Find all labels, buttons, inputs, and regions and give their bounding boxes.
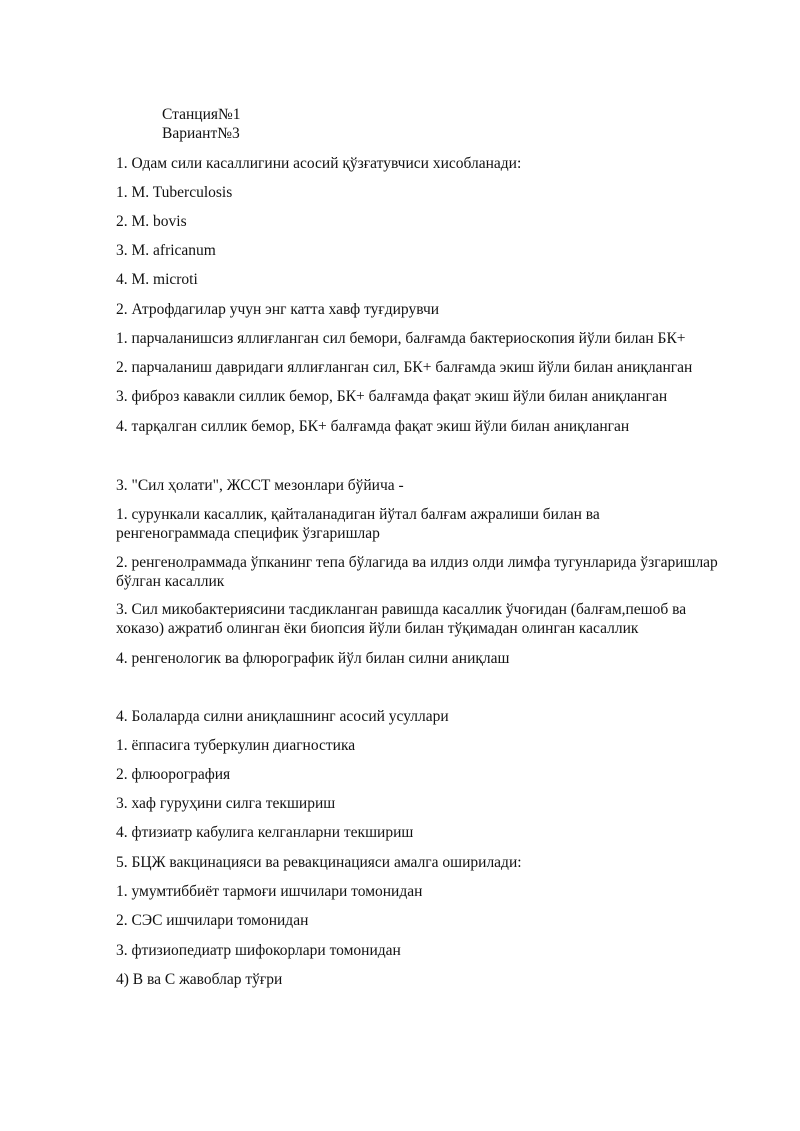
variant-label: Вариант№3 — [162, 125, 240, 142]
question-1-option-3: 3. M. africanum — [116, 242, 216, 259]
question-1-option-1: 1. M. Tuberculosis — [116, 184, 233, 201]
question-4-option-3: 3. хаф гуруҳини силга текшириш — [116, 795, 336, 812]
question-2-option-1: 1. парчаланишсиз яллиғланган сил бемори, балғамда бактериоскопия йўли билан БК+ — [116, 330, 686, 347]
question-5-option-2: 2. СЭС ишчилари томонидан — [116, 912, 309, 929]
question-3-option-1: 1. сурункали касаллик, қайталанадиган йўтал балғам ажралиши билан ва ренгенограммада специфик ўзгаришлар — [116, 506, 600, 542]
question-4: 4. Болаларда силни аниқлашнинг асосий усуллари — [116, 708, 449, 725]
question-2-option-3: 3. фиброз кавакли силлик бемор, БК+ балғамда фақат экиш йўли билан аниқланган — [116, 388, 668, 405]
question-1: 1. Одам сили касаллигини асосий қўзғатувчиси хисобланади: — [116, 155, 522, 172]
station-label: Станция№1 — [162, 106, 241, 123]
question-4-option-1: 1. ёппасига туберкулин диагностика — [116, 737, 356, 754]
question-4-option-2: 2. флюорография — [116, 766, 231, 783]
question-5: 5. БЦЖ вакцинацияси ва ревакцинацияси амалга оширилади: — [116, 854, 522, 871]
question-3-option-2: 2. ренгенолраммада ўпканинг тепа бўлагида ва илдиз олди лимфа тугунларида ўзгаришлар бўлган касаллик — [116, 554, 718, 590]
question-3-option-3: 3. Сил микобактериясини тасдикланган равишда касаллик ўчоғидан (балғам,пешоб ва хоказо) ажратиб олинган ёки биопсия йўли билан тўқимадан олинган касаллик — [116, 601, 687, 637]
question-4-option-4: 4. фтизиатр кабулига келганларни текшириш — [116, 824, 414, 841]
question-5-option-1: 1. умумтиббиёт тармоғи ишчилари томонидан — [116, 883, 423, 900]
question-1-option-2: 2. M. bovis — [116, 213, 187, 230]
question-5-option-4: 4) В ва С жавоблар тўғри — [116, 971, 283, 988]
question-2-option-4: 4. тарқалган силлик бемор, БК+ балғамда фақат экиш йўли билан аниқланган — [116, 418, 630, 435]
question-2: 2. Атрофдагилар учун энг катта хавф туғдирувчи — [116, 301, 440, 318]
question-2-option-2: 2. парчаланиш давридаги яллиғланган сил, БК+ балғамда экиш йўли билан аниқланган — [116, 359, 693, 376]
question-3-option-4: 4. ренгенологик ва флюрографик йўл билан силни аниқлаш — [116, 650, 510, 667]
question-3: 3. "Сил ҳолати", ЖССТ мезонлари бўйича - — [116, 477, 404, 494]
question-1-option-4: 4. M. microti — [116, 271, 198, 288]
question-5-option-3: 3. фтизиопедиатр шифокорлари томонидан — [116, 942, 401, 959]
